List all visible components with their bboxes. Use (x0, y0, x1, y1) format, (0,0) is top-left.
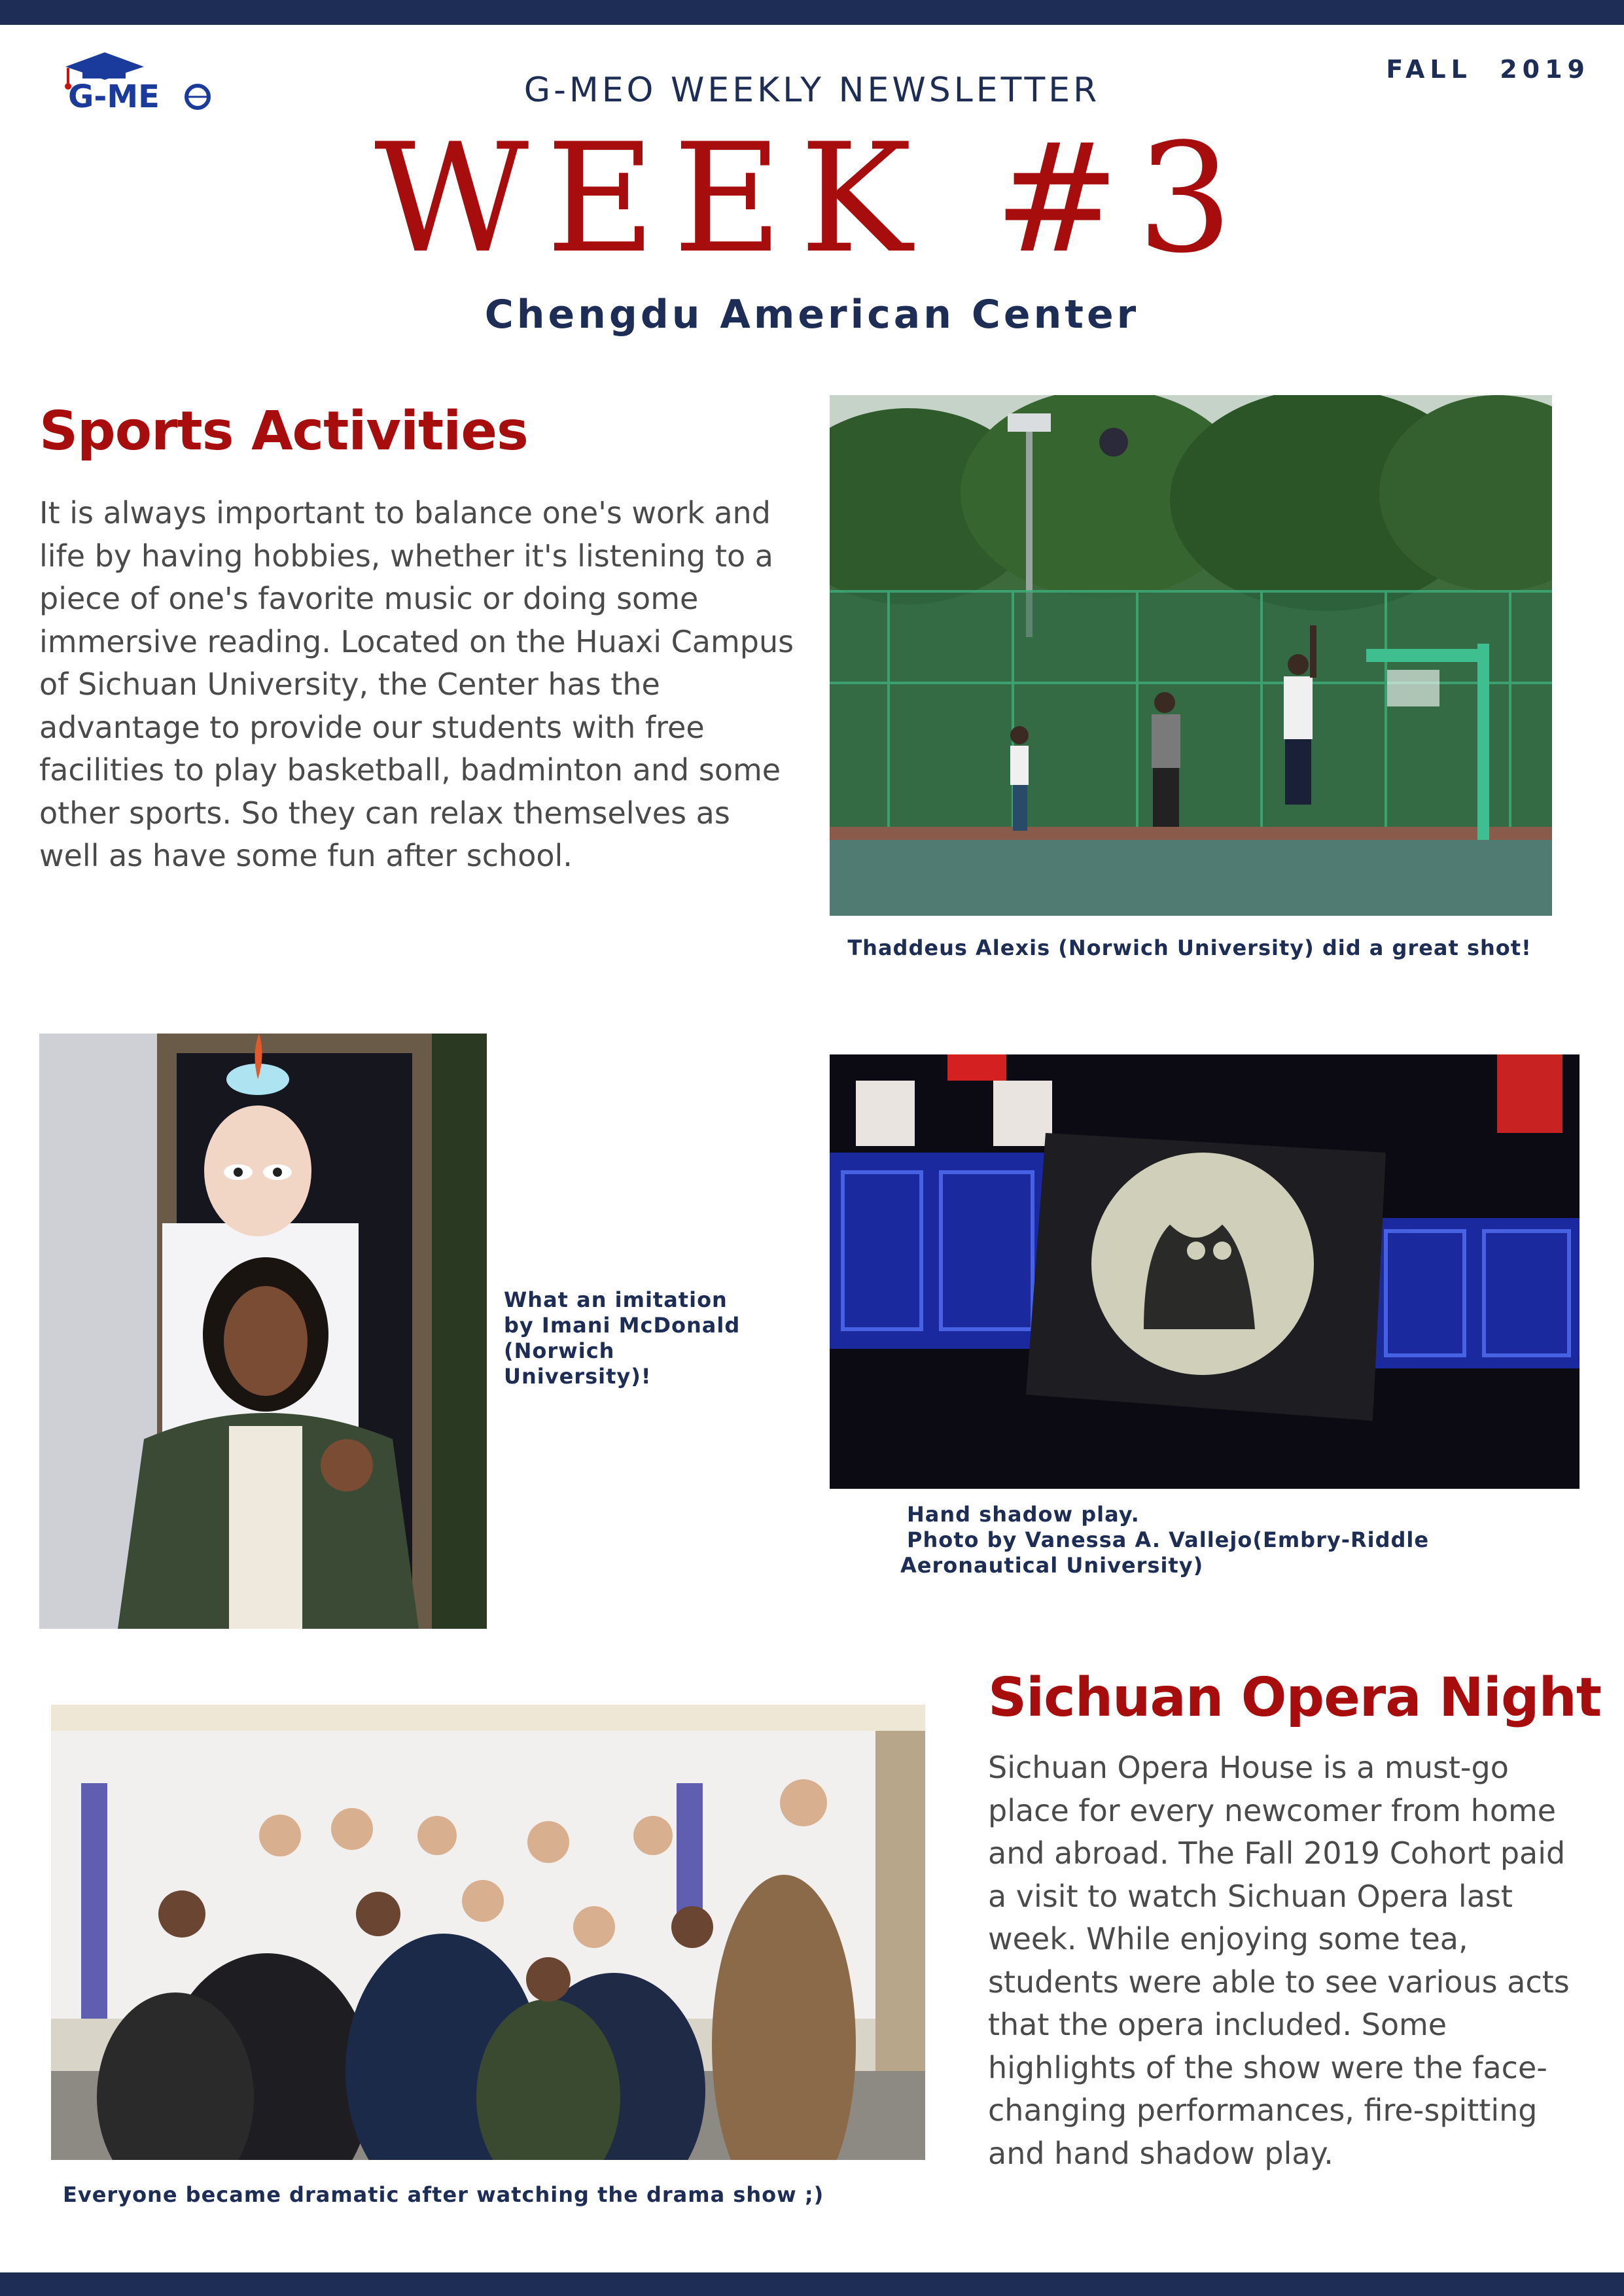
imitation-caption: What an imitation by Imani McDonald (Norwich University)! (504, 1287, 741, 1389)
basketball-caption: Thaddeus Alexis (Norwich University) did a great shot! (847, 935, 1532, 960)
svg-text:G-ME: G-ME (68, 78, 160, 113)
shadow-caption (900, 1502, 1489, 1578)
season-label: FALL 2019 (1386, 55, 1590, 84)
week-heading: WEEK #3 (374, 112, 1250, 287)
group-caption: Everyone became dramatic after watching the drama show ;) (63, 2182, 824, 2207)
opera-body: Sichuan Opera House is a must-go place for every newcomer from home and abroad. The Fall 2019 Cohort paid a visit to watch Sichuan Opera last week. While enjoying some tea, students were able to see various acts that the opera included. Some highlights of the show were the face-changing performances, fire-spitting and hand shadow play. (988, 1750, 1570, 2171)
sports-body: It is always important to balance one's work and life by having hobbies, whether it's listening to a piece of one's favorite music or doing some immersive reading. Located on the Huaxi Campus of Sichuan University, the Center has the advantage to provide our students with free facilities to play basketball, badminton and some other sports. So they can relax themselves as well as have some fun after school. (39, 495, 794, 873)
sports-title: Sports Activities (39, 400, 528, 462)
bottom-band (0, 2272, 1624, 2296)
shadow-play-photo (830, 1054, 1580, 1489)
basketball-photo (830, 395, 1552, 916)
imitation-photo (39, 1034, 487, 1629)
top-band (0, 0, 1624, 25)
shadow-caption-line1: Hand shadow play. (907, 1502, 1140, 1527)
newsletter-kicker: G-MEO WEEKLY NEWSLETTER (523, 71, 1101, 110)
center-name: Chengdu American Center (484, 292, 1140, 338)
shadow-caption-line3: Aeronautical University) (900, 1553, 1204, 1578)
opera-title: Sichuan Opera Night (988, 1667, 1602, 1729)
group-photo (51, 1705, 925, 2160)
shadow-caption-line2: Photo by Vanessa A. Vallejo(Embry-Riddle (907, 1527, 1430, 1552)
